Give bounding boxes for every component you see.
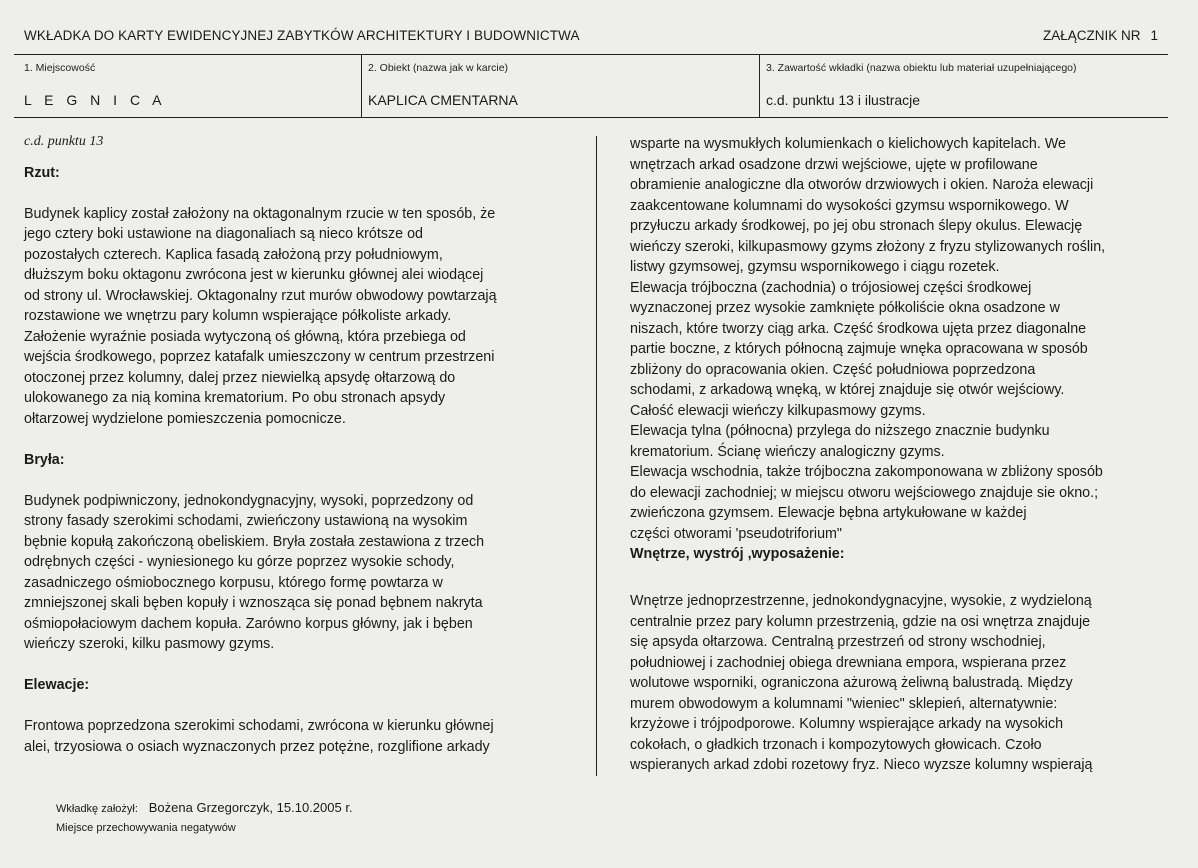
text-line: do elewacji zachodniej; w miejscu otworu wejściowego znajduje sie okno.; (630, 484, 1099, 501)
field-divider-2 (759, 54, 760, 117)
field-value-object: KAPLICA CMENTARNA (368, 92, 518, 108)
text-line: się apsyda ołtarzowa. Centralną przestrzeń od strony wschodniej, (630, 634, 1046, 650)
text-line: schodami, z arkadową wnęką, w której znajduje się otwór wejściowy. (630, 382, 1065, 398)
text-line: ośmiopołaciowym dachem kopuła. Zarówno korpus główny, jak i bęben (24, 615, 473, 632)
text-line: Frontowa poprzedzona szerokimi schodami, zwrócona w kierunku głównej (24, 718, 494, 734)
right-column (630, 134, 1175, 776)
text-line: zbliżony do opracowania okien. Część południowa poprzedzona (630, 361, 1036, 378)
text-line: niszach, które tworzy ciąg arka. Część środkowa ujęta przez diagonalne (630, 320, 1087, 337)
text-line: obramienie analogiczne dla otworów drzwiowych i okien. Naroża elewacji (630, 177, 1094, 193)
document-title: WKŁADKA DO KARTY EWIDENCYJNEJ ZABYTKÓW ARCHITEKTURY I BUDOWNICTWA (24, 28, 580, 43)
text-line: zmniejszonej skali bęben kopuły i wznosząca się ponad bębnem nakryta (24, 595, 483, 611)
text-line: wieńczy szeroki, kilku pasmowy gzyms. (24, 636, 275, 652)
field-divider-1 (361, 54, 362, 117)
text-line: listwy gzymsowej, gzymsu wspornikowego i ciągu rozetek. (630, 259, 1000, 275)
field-value-contents: c.d. punktu 13 i ilustracje (766, 92, 921, 108)
text-line: jego cztery boki ustawione na diagonaliach są nieco krótsze od (24, 226, 423, 242)
text-line: alei, trzyosiowa o osiach wyznaczonych przez potężne, rozglifione arkady (24, 738, 490, 755)
section-heading-bryla: Bryła: (24, 451, 65, 468)
author-label: Wkładkę założył: (56, 803, 138, 815)
field-value-locality: L E G N I C A (24, 92, 167, 108)
annex-label-text: ZAŁĄCZNIK NR (1042, 28, 1141, 43)
text-line: wsparte na wysmukłych kolumienkach o kielichowych kapitelach. We (630, 136, 1066, 152)
header-rule-bottom (14, 117, 1168, 118)
text-line: wnętrzach arkad osadzone drzwi wejściowe, ujęte w profilowane (630, 156, 1038, 173)
text-line: centralnie przez pary kolumn przestrzenią, gdzie na osi wnętrza znajduje (630, 613, 1091, 630)
text-line: Elewacja tylna (północna) przylega do niższego znacznie budynku (630, 423, 1050, 439)
section-heading-elewacje: Elewacje: (24, 677, 90, 693)
text-line: partie boczne, z których północną zajmuje wnęka opracowana w sposób (630, 341, 1088, 357)
text-line: zaakcentowane kolumnami do wysokości gzymsu wspornikowego. W (630, 197, 1069, 214)
text-line: części otworami 'pseudotriforium" (630, 525, 843, 542)
author-value: Bożena Grzegorczyk, 15.10.2005 r. (148, 800, 353, 815)
negatives-location-label: Miejsce przechowywania negatywów (56, 822, 236, 834)
text-line: dłuższym boku oktagonu zwrócona jest w kierunku głównej alei wiodącej (24, 267, 484, 283)
continuation-note: c.d. punktu 13 (24, 134, 104, 149)
text-line: odrębnych części - wyniesionego ku górze poprzez wysokie schody, (24, 554, 455, 570)
text-line: Założenie wyraźnie posiada wytyczoną oś główną, która przebiega od (24, 328, 466, 345)
section-heading-wnetrze: Wnętrze, wystrój ,wyposażenie: (630, 546, 845, 562)
text-line: krzyżowe i trójpodporowe. Kolumny wspierające arkady na wysokich (630, 716, 1064, 732)
header-rule-top (14, 54, 1168, 55)
text-line: Budynek podpiwniczony, jednokondygnacyjny, wysoki, poprzedzony od (24, 492, 474, 509)
text-line: otoczonej przez kolumny, dalej przez niewielką apsydę ołtarzową do (24, 369, 456, 386)
annex-label (1043, 28, 1158, 43)
text-line: pozostałych czterech. Kaplica fasadą założoną przy południowym, (24, 246, 443, 263)
text-line: wyznaczonej przez wysokie zamknięte półkoliście okna osadzone w (630, 300, 1060, 316)
text-line: wspieranych arkad zdobi rozetowy fryz. Nieco wyzsze kolumny wspierają (630, 757, 1093, 773)
column-divider (596, 136, 597, 776)
field-label-object: 2. Obiekt (nazwa jak w karcie) (368, 62, 509, 74)
text-line: ołtarzowej wydzielone pomieszczenia pomocnicze. (24, 410, 346, 427)
text-line: cokołach, o gładkich trzonach i kompozytowych głowicach. Czoło (630, 736, 1042, 753)
text-line: rozstawione we wnętrzu pary kolumn wspierające półkoliste arkady. (24, 308, 452, 324)
text-line: wieńczy szeroki, kilkupasmowy gzyms złożony z fryzu stylizowanych roślin, (630, 238, 1106, 255)
text-line: zasadniczego ośmiobocznego korpusu, którego formę powtarza w (24, 574, 443, 591)
text-line: południowej i zachodniej obiega drewniana empora, wspierana przez (630, 654, 1067, 671)
author-line (56, 800, 353, 815)
text-line: strony fasady szerokimi schodami, zwieńczony ustawioną na wysokim (24, 513, 468, 529)
text-line: ulokowanego za nią komina krematorium. Po obu stronach apsydy (24, 390, 446, 406)
text-line: wolutowe wsporniki, ograniczona ażurową żeliwną balustradą. Między (630, 675, 1073, 691)
text-line: Elewacja wschodnia, także trójboczna zakomponowana w zbliżony sposób (630, 464, 1103, 480)
text-line: wejścia środkowego, poprzez katafalk umieszczony w centrum przestrzeni (24, 349, 495, 365)
left-column (24, 132, 584, 757)
text-line: Wnętrze jednoprzestrzenne, jednokondygnacyjne, wysokie, z wydzieloną (630, 593, 1092, 609)
text-line: murem obwodowym a kolumnami "wieniec" sklepień, alternatywnie: (630, 695, 1058, 712)
field-label-contents: 3. Zawartość wkładki (nazwa obiektu lub materiał uzupełniającego) (766, 62, 1077, 74)
text-line: Elewacja trójboczna (zachodnia) o trójosiowej części środkowej (630, 279, 1032, 296)
text-line: Całość elewacji wieńczy kilkupasmowy gzyms. (630, 402, 926, 419)
text-line: przyłuczu arkady środkowej, po jej obu stronach ślepy okulus. Elewację (630, 218, 1083, 234)
annex-number: 1 (1150, 28, 1158, 43)
text-line: Budynek kaplicy został założony na oktagonalnym rzucie w ten sposób, że (24, 205, 496, 222)
text-line: od strony ul. Wrocławskiej. Oktagonalny rzut murów obwodowy powtarzają (24, 287, 497, 304)
text-line: zwieńczona gzymsem. Elewacje bębna artykułowane w każdej (630, 505, 1027, 521)
text-line: krematorium. Ścianę wieńczy analogiczny gzyms. (630, 443, 945, 460)
field-label-locality: 1. Miejscowość (24, 62, 96, 74)
text-line: bębnie kopułą zakończoną obeliskiem. Bryła została zestawiona z trzech (24, 533, 485, 550)
section-heading-rzut: Rzut: (24, 164, 60, 181)
